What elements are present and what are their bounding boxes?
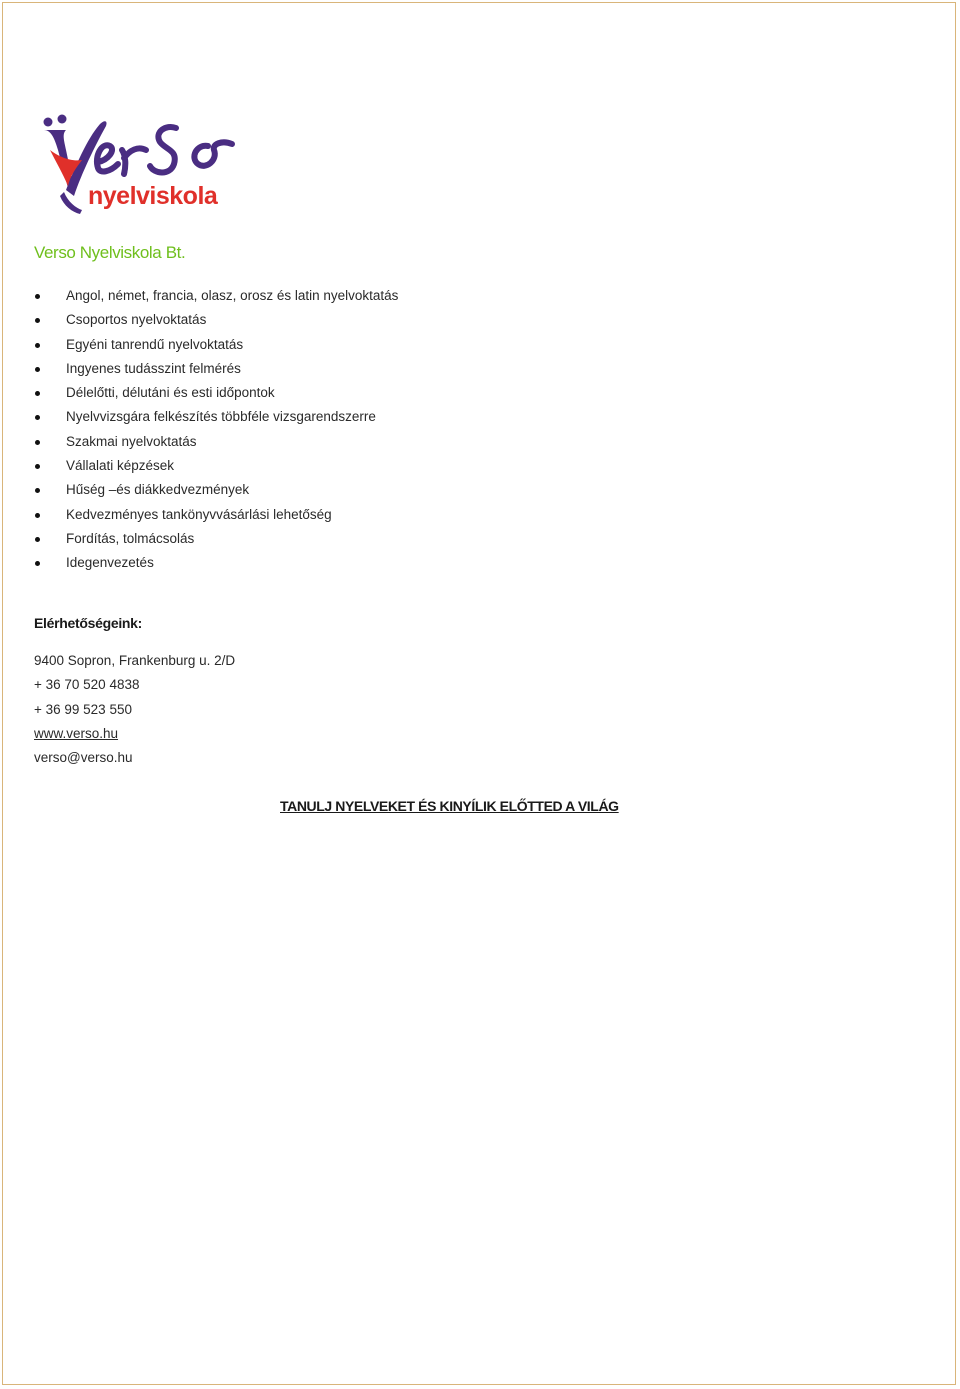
website-link[interactable]: www.verso.hu xyxy=(34,725,119,741)
service-label: Szakmai nyelvoktatás xyxy=(66,433,197,449)
bullet-icon xyxy=(35,561,40,566)
bullet-icon xyxy=(35,318,40,323)
bullet-icon xyxy=(35,513,40,518)
bullet-icon xyxy=(35,343,40,348)
list-item xyxy=(0,454,398,478)
email: verso@verso.hu xyxy=(34,750,133,766)
bullet-icon xyxy=(35,464,40,469)
service-label: Egyéni tanrendű nyelvoktatás xyxy=(66,336,244,352)
bullet-icon xyxy=(35,488,40,493)
address: 9400 Sopron, Frankenburg u. 2/D xyxy=(34,653,236,668)
list-item xyxy=(0,357,398,381)
phone-landline: + 36 99 523 550 xyxy=(34,701,132,717)
service-label: Idegenvezetés xyxy=(66,555,154,571)
service-label: Csoportos nyelvoktatás xyxy=(66,312,207,328)
contact-heading: Elérhetőségeink: xyxy=(34,615,143,631)
service-label: Kedvezményes tankönyvvásárlási lehetőség xyxy=(66,506,332,522)
bullet-icon xyxy=(35,367,40,372)
list-item xyxy=(0,527,398,551)
list-item xyxy=(0,478,398,502)
contact-list xyxy=(34,649,235,770)
service-label: Délelőtti, délutáni és esti időpontok xyxy=(66,385,275,401)
list-item xyxy=(0,551,398,575)
list-item xyxy=(0,503,398,527)
list-item xyxy=(0,284,398,308)
company-name: Verso Nyelviskola Bt. xyxy=(34,243,186,262)
bullet-icon xyxy=(35,294,40,299)
services-list xyxy=(0,284,398,576)
list-item xyxy=(0,381,398,405)
bullet-icon xyxy=(35,440,40,445)
list-item xyxy=(0,430,398,454)
phone-mobile: + 36 70 520 4838 xyxy=(34,677,140,693)
service-label: Ingyenes tudásszint felmérés xyxy=(66,360,241,376)
verso-nyelviskola-logo xyxy=(36,110,260,220)
list-item xyxy=(0,308,398,332)
slogan: TANULJ NYELVEKET ÉS KINYÍLIK ELŐTTED A VILÁG xyxy=(280,798,619,814)
svg-text:nyelviskola: nyelviskola xyxy=(88,182,218,210)
service-label: Vállalati képzések xyxy=(66,458,175,474)
bullet-icon xyxy=(35,391,40,396)
service-label: Fordítás, tolmácsolás xyxy=(66,530,195,546)
service-label: Hűség –és diákkedvezmények xyxy=(66,482,250,498)
bullet-icon xyxy=(35,415,40,420)
service-label: Angol, német, francia, olasz, orosz és latin nyelvoktatás xyxy=(66,288,399,303)
list-item xyxy=(0,405,398,429)
bullet-icon xyxy=(35,537,40,542)
list-item xyxy=(0,333,398,357)
service-label: Nyelvvizsgára felkészítés többféle vizsgarendszerre xyxy=(66,409,376,425)
